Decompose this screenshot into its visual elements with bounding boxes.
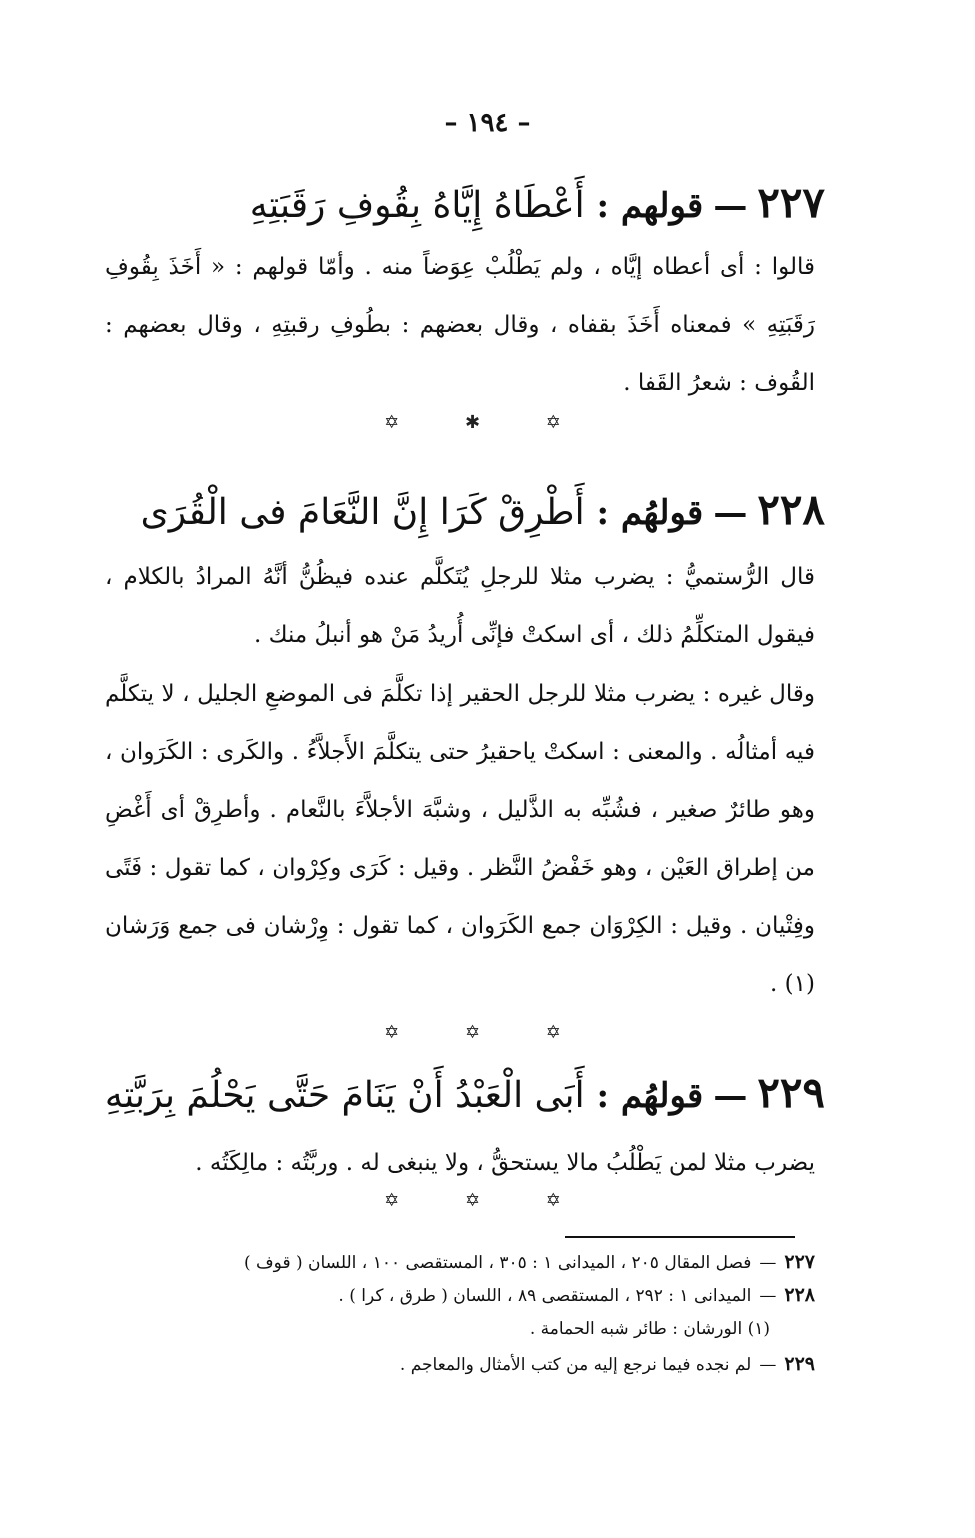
separator-stars: ✡ ✱ ✡ bbox=[384, 412, 591, 433]
footnote-228: ٢٢٨—الميدانى ١ : ٢٩٢ ، المستقصى ٨٩ ، اللسان ( طرق ، كرا ) . bbox=[338, 1284, 815, 1306]
footnote-229: ٢٢٩—لم نجده فيما نرجع إليه من كتب الأمثال والمعاجم . bbox=[399, 1353, 815, 1375]
entry-title: أَعْطَاهُ إِيَّاهُ بِقُوفِ رَقَبَتِهِ bbox=[249, 185, 585, 226]
entry-paragraph: يضرب مثلا لمن يَطْلُبُ مالا يستحقُّ ، ولا ينبغى له . وربَّتُه : مالِكَتُه . bbox=[195, 1150, 815, 1176]
entry-number: ٢٢٧ bbox=[757, 178, 825, 227]
entry-paragraph: قالوا : أى أعطاه إيَّاه ، ولم يَطْلُبْ عِوَضاً منه . وأمّا قولهم : « أَخَذَ بِقُوفِ رَقَبَتِهِ » فمعناه أَخَذَ بقفاه ، وقال بعضهم : بطُوفِ رقبتِهِ ، وقال بعضهم : القُوف : شعرُ القَفا . bbox=[105, 254, 815, 396]
footnote-text: فصل المقال ٢٠٥ ، الميدانى ١ : ٣٠٥ ، المستقصى ١٠٠ ، اللسان ( قوف ) bbox=[244, 1253, 752, 1273]
entry-lead: قولهم : bbox=[596, 186, 704, 226]
footnote-number: ٢٢٧ bbox=[784, 1251, 815, 1273]
entry-heading-228: ٢٢٨—قولهُم : أَطْرِقْ كَرَا إِنَّ النَّعَامَ فى الْقُرَى bbox=[140, 485, 825, 534]
entry-number: ٢٢٨ bbox=[757, 485, 825, 534]
footnote-text: الميدانى ١ : ٢٩٢ ، المستقصى ٨٩ ، اللسان ( طرق ، كرا ) . bbox=[338, 1286, 752, 1306]
footnote-227: ٢٢٧—فصل المقال ٢٠٥ ، الميدانى ١ : ٣٠٥ ، المستقصى ١٠٠ ، اللسان ( قوف ) bbox=[244, 1251, 815, 1273]
entry-title: أَبَى الْعَبْدُ أَنْ يَنَامَ حَتَّى يَحْلُمَ بِرَبَّتِهِ bbox=[104, 1075, 585, 1116]
separator-stars: ✡ ✡ ✡ bbox=[384, 1022, 591, 1043]
footnote-number: ٢٢٩ bbox=[784, 1353, 815, 1375]
footnote-note-1 bbox=[50, 1315, 770, 1343]
entry-heading-229: ٢٢٩—قولهُم : أَبَى الْعَبْدُ أَنْ يَنَامَ حَتَّى يَحْلُمَ بِرَبَّتِهِ bbox=[104, 1068, 825, 1117]
entry-lead: قولهُم : bbox=[596, 1076, 704, 1116]
entry-paragraph: وقال غيره : يضرب مثلا للرجل الحقير إذا تكلَّمَ فى الموضعِ الجليل ، لا يتكلَّم فيه أمثالُه . والمعنى : اسكتْ ياحقيرُ حتى يتكلَّمَ الأَجلاَّءُ . والكَرى : الكَرَوان ، وهو طائرٌ صغير ، فشُبِّه به الذَّليل ، وشبَّهَ الأجلاَّءَ بالنَّعام . وأطرِقْ أى أَغْضِ من إطراق العَيْن ، وهو خَفْضُ النَّظر . وقيل : كَرَى وكِرْوان ، كما تقول : فَتًى وفِتْيان . وقيل : الكِرْوَان جمع الكَرَوان ، كما تقول : وِرْشان فى جمع وَرَشان (١) . bbox=[105, 681, 815, 997]
entry-heading-227: ٢٢٧—قولهم : أَعْطَاهُ إِيَّاهُ بِقُوفِ رَقَبَتِهِ bbox=[249, 178, 825, 227]
footnote-text: لم نجده فيما نرجع إليه من كتب الأمثال والمعاجم . bbox=[399, 1355, 752, 1375]
page-number: – ١٩٤ – bbox=[444, 108, 531, 138]
entry-paragraph: قال الرُّستميُّ : يضرب مثلا للرجلِ يُتَكلَّم عنده فيظُنُّ أنَّهُ المرادُ بالكلام ، فيقول المتكلِّمُ ذلك ، أى اسكتْ فإنِّى أُريدُ مَنْ هو أنبلُ منك . bbox=[105, 564, 815, 648]
separator-stars: ✡ ✡ ✡ bbox=[384, 1190, 591, 1211]
entry-number: ٢٢٩ bbox=[757, 1068, 825, 1117]
footnote-divider bbox=[565, 1236, 795, 1238]
entry-lead: قولهُم : bbox=[596, 493, 704, 533]
footnote-text: (١) الورشان : طائر شبه الحمامة . bbox=[529, 1319, 770, 1339]
entry-title: أَطْرِقْ كَرَا إِنَّ النَّعَامَ فى الْقُرَى bbox=[140, 492, 585, 533]
footnote-number: ٢٢٨ bbox=[784, 1284, 815, 1306]
